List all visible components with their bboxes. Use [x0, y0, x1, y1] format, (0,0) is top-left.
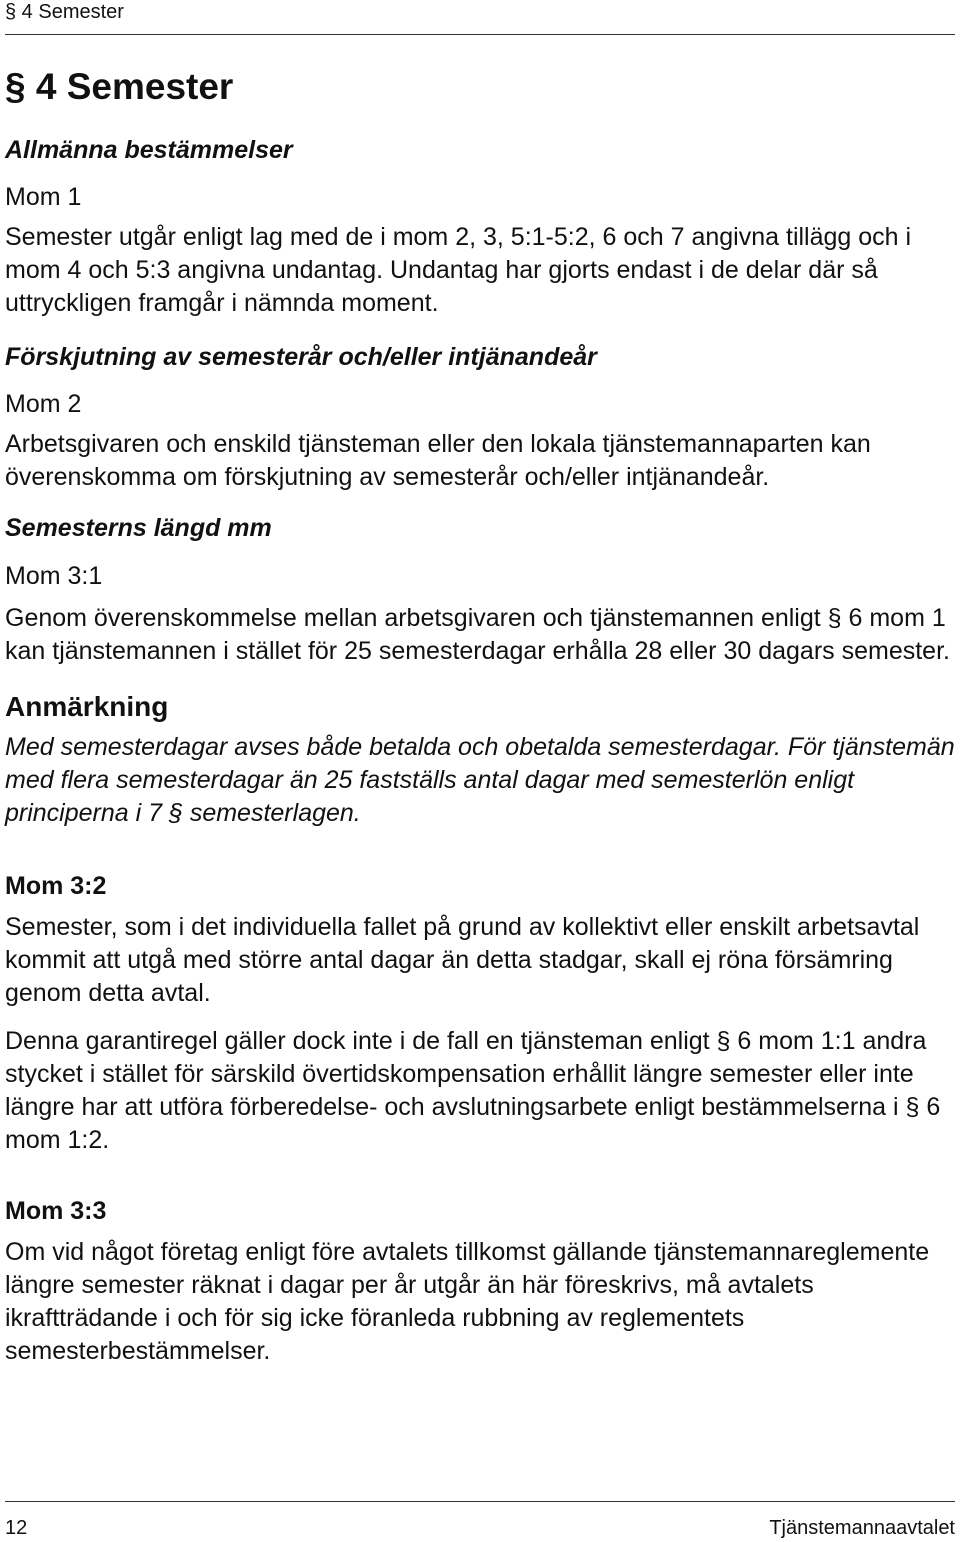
heading-forskjutning: Förskjutning av semesterår och/eller intjänandeår	[5, 343, 597, 371]
heading-allmanna: Allmänna bestämmelser	[5, 136, 293, 164]
mom33-paragraph: Om vid något företag enligt före avtalets tillkomst gällande tjänstemannareglemente längre semester räknat i dagar per år utgår än här föreskrivs, må avtalets ikraftträdande i och för sig icke föranleda rubbning av reglementets semesterbestämmelser.	[5, 1238, 930, 1365]
mom33-label: Mom 3:3	[5, 1197, 107, 1225]
mom1-label: Mom 1	[5, 183, 82, 211]
running-header	[5, 0, 955, 35]
page-title: § 4 Semester	[5, 66, 234, 107]
mom32-label: Mom 3:2	[5, 872, 107, 900]
heading-anmarkning: Anmärkning	[5, 691, 169, 722]
page-number: 12	[5, 1517, 28, 1539]
mom2-paragraph: Arbetsgivaren och enskild tjänsteman eller den lokala tjänstemannaparten kan överenskomma om förskjutning av semesterår och/eller intjänandeår.	[5, 430, 871, 491]
mom31-paragraph: Genom överenskommelse mellan arbetsgivaren och tjänstemannen enligt § 6 mom 1 kan tjänstemannen i stället för 25 semesterdagar erhålla 28 eller 30 dagars semester.	[5, 604, 950, 665]
mom32-paragraph-2: Denna garantiregel gäller dock inte i de fall en tjänsteman enligt § 6 mom 1:1 andra stycket i stället för särskild övertidskompensation erhållit längre semester eller inte längre har att utföra förberedelse- och avslutningsarbete enligt bestämmelserna i § 6 mom 1:2.	[5, 1027, 941, 1154]
mom1-paragraph: Semester utgår enligt lag med de i mom 2, 3, 5:1-5:2, 6 och 7 angivna tillägg och i mom 4 och 5:3 angivna undantag. Undantag har gjorts endast i de delar där så uttryckligen framgår i nämnda moment.	[5, 223, 912, 317]
document-name: Tjänstemannaavtalet	[769, 1517, 955, 1539]
heading-langd: Semesterns längd mm	[5, 514, 272, 542]
page-content	[5, 62, 957, 1368]
anmarkning-paragraph: Med semesterdagar avses både betalda och obetalda semesterdagar. För tjänstemän med flera semesterdagar än 25 fastställs antal dagar med semesterlön enligt principerna i 7 § semesterlagen.	[5, 733, 955, 827]
mom32-paragraph-1: Semester, som i det individuella fallet på grund av kollektivt eller enskilt arbetsavtal kommit att utgå med större antal dagar än detta stadgar, skall ej röna försämring genom detta avtal.	[5, 913, 920, 1007]
mom2-label: Mom 2	[5, 390, 82, 418]
running-header-title: § 4 Semester	[5, 1, 124, 23]
page-footer	[5, 1501, 955, 1542]
mom31-label: Mom 3:1	[5, 562, 103, 590]
